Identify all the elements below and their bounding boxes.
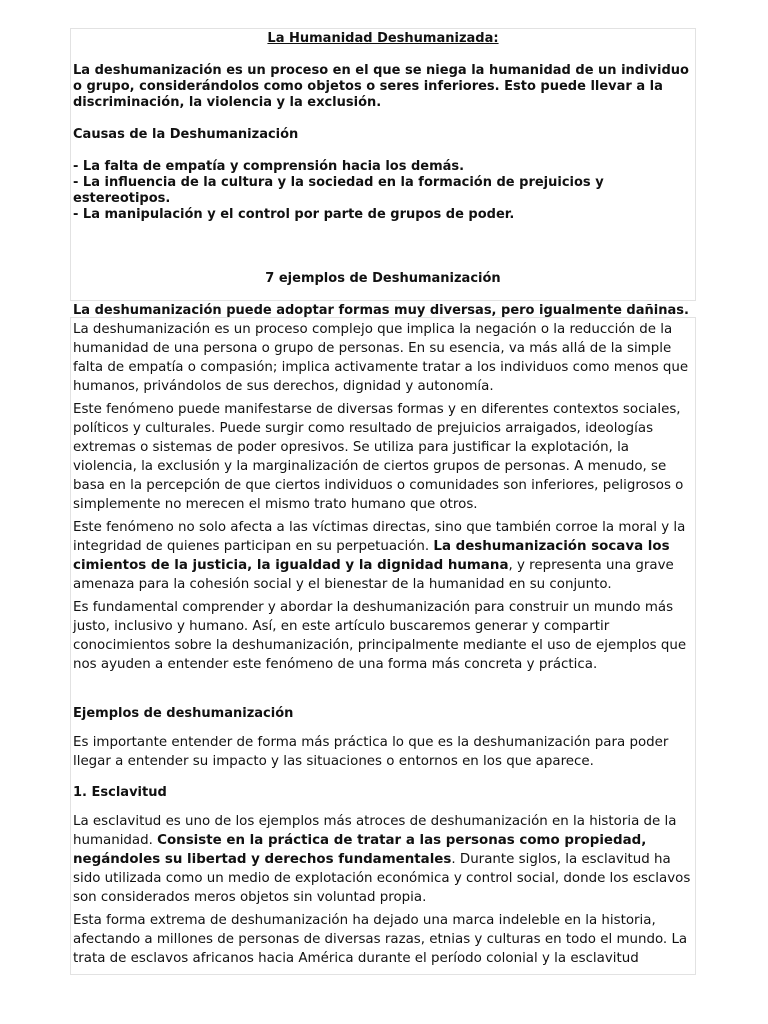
- cause-item-3: - La manipulación y el control por parte de grupos de poder.: [73, 207, 515, 222]
- examples-title: 7 ejemplos de Deshumanización: [265, 271, 501, 286]
- article-paragraph-4: Es fundamental comprender y abordar la deshumanización para construir un mundo más justo, inclusivo y humano. Así, en este artículo buscaremos generar y compartir conocimientos sobre la deshumanización, principalmente mediante el uso de ejemplos que nos ayuden a entender este fenómeno de una forma más concreta y práctica.: [73, 600, 687, 672]
- cause-item-2: - La influencia de la cultura y la sociedad en la formación de prejuicios y estereotipos.: [73, 175, 604, 206]
- article-paragraph-6-text-b: . Durante siglos, la esclavitud ha sido utilizada como un medio de explotación económica y control social, donde los esclavos son considerados meros objetos sin voluntad propia.: [73, 852, 691, 905]
- article-paragraph-5: Es importante entender de forma más práctica lo que es la deshumanización para poder llegar a entender su impacto y las situaciones o entornos en los que aparece.: [73, 735, 669, 769]
- article-paragraph-6: [73, 812, 693, 907]
- examples-heading: Ejemplos de deshumanización: [73, 706, 294, 721]
- article-paragraph-1: La deshumanización es un proceso complejo que implica la negación o la reducción de la humanidad de una persona o grupo de personas. En su esencia, va más allá de la simple falta de empatía o compasión; implica activamente tratar a los individuos como menos que humanos, privándolos de sus derechos, dignidad y autonomía.: [73, 322, 689, 394]
- cause-item-1: - La falta de empatía y comprensión hacia los demás.: [73, 159, 465, 174]
- article-paragraph-3-text-a: Este fenómeno no solo afecta a las víctimas directas, sino que también corroe la moral y la integridad de quienes participan en su perpetuación.: [73, 520, 686, 554]
- article-paragraph-2: Este fenómeno puede manifestarse de diversas formas y en diferentes contextos sociales, políticos y culturales. Puede surgir como resultado de prejuicios arraigados, ideologías extremas o sistemas de poder opresivos. Se utiliza para justificar la explotación, la violencia, la exclusión y la marginalización de ciertos grupos de personas. A menudo, se basa en la percepción de que ciertos individuos o comunidades son inferiores, peligrosos o simplemente no merecen el mismo trato humano que otros.: [73, 402, 684, 512]
- summary-box: [70, 28, 696, 318]
- summary-title: La Humanidad Deshumanizada:: [267, 31, 499, 46]
- article-box: [70, 317, 696, 975]
- article-paragraph-7: Esta forma extrema de deshumanización ha dejado una marca indeleble en la historia, afectando a millones de personas de diversas razas, etnias y culturas en todo el mundo. La trata de esclavos africanos hacia América durante el período colonial y la esclavitud: [73, 913, 688, 966]
- article-paragraph-3-bold: La deshumanización socava los cimientos de la justicia, la igualdad y la dignidad humana: [73, 539, 670, 573]
- summary-intro: La deshumanización es un proceso en el que se niega la humanidad de un individuo o grupo, considerándolos como objetos o seres inferiores. Esto puede llevar a la discriminación, la violencia y la exclusión.: [73, 63, 689, 110]
- section-1-heading: 1. Esclavitud: [73, 785, 167, 800]
- article-paragraph-6-bold: Consiste en la práctica de tratar a las personas como propiedad, negándoles su libertad y derechos fundamentales: [73, 833, 647, 867]
- causes-heading: Causas de la Deshumanización: [73, 127, 299, 142]
- article-paragraph-3: [73, 518, 693, 594]
- article-paragraph-3-text-b: , y representa una grave amenaza para la cohesión social y el bienestar de la humanidad en su conjunto.: [73, 558, 674, 592]
- article-paragraph-6-text-a: La esclavitud es uno de los ejemplos más atroces de deshumanización en la historia de la humanidad.: [73, 814, 677, 848]
- examples-intro: La deshumanización puede adoptar formas muy diversas, pero igualmente dañinas.: [73, 303, 689, 318]
